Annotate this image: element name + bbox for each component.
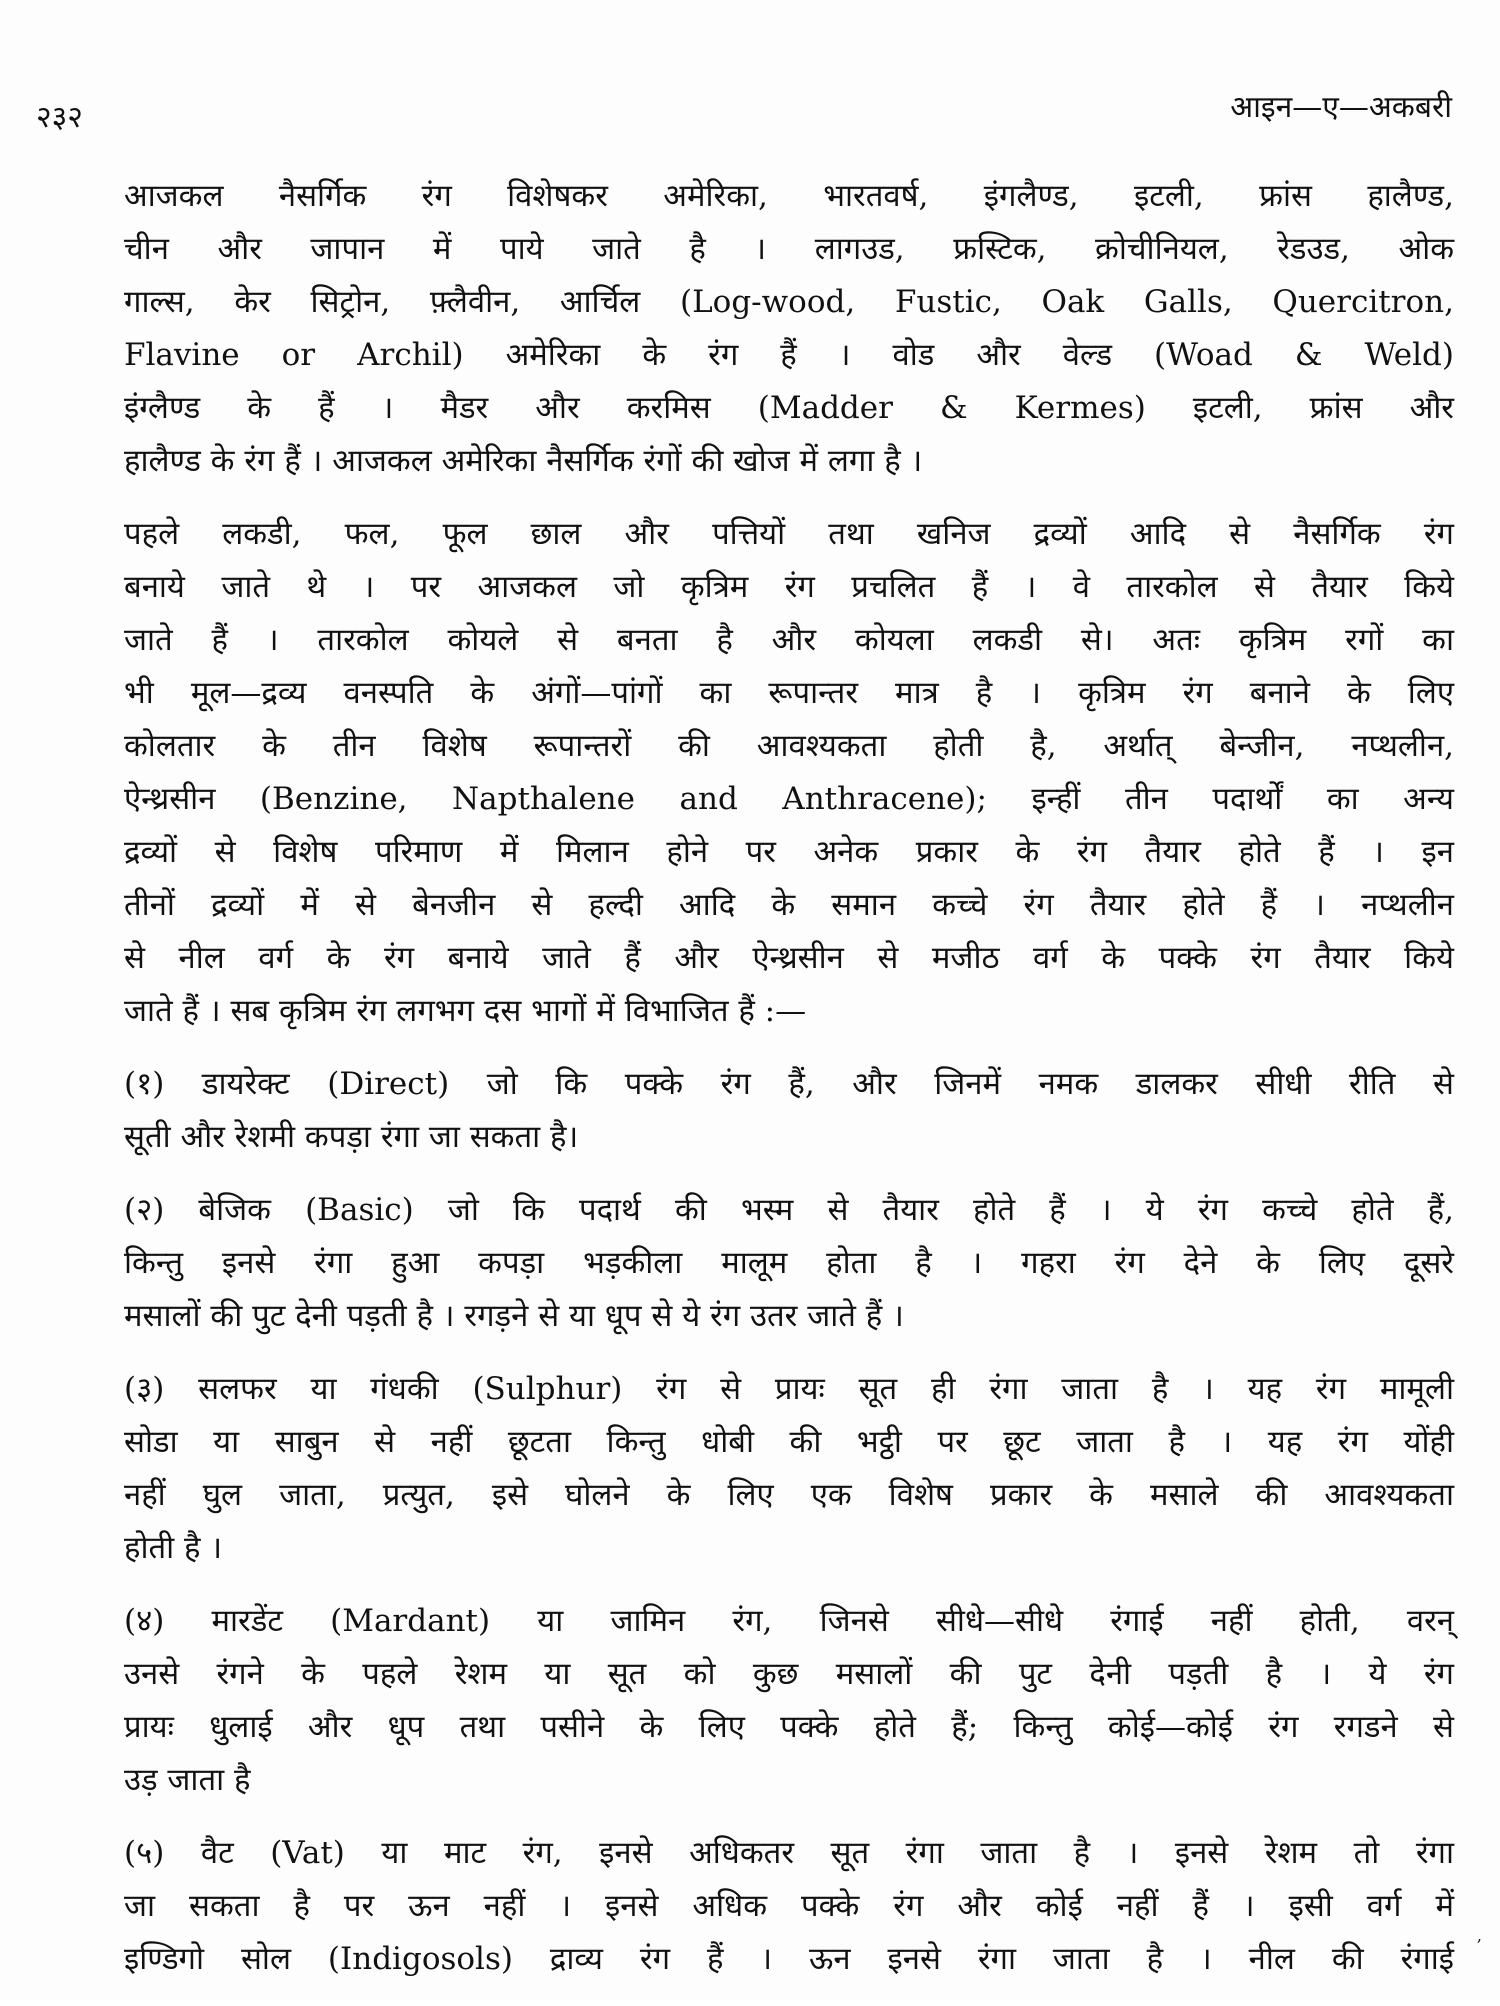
body-text — [124, 170, 1454, 2006]
text-line: उड़ जाता है — [124, 1762, 251, 1798]
text-line: से नील वर्ग के रंग बनाये जाते हैं और ऐन्थ्रसीन से मजीठ वर्ग के पक्के रंग तैयार किये — [124, 940, 1454, 976]
text-line: सोडा या साबुन से नहीं छूटता किन्तु धोबी की भट्ठी पर छूट जाता है । यह रंग योंही — [124, 1424, 1454, 1460]
text-line: बनाये जाते थे । पर आजकल जो कृत्रिम रंग प्रचलित हैं । वे तारकोल से तैयार किये — [124, 569, 1454, 605]
text-line: द्रव्यों से विशेष परिमाण में मिलान होने पर अनेक प्रकार के रंग तैयार होते हैं । इन — [124, 834, 1454, 870]
text-line: उनसे रंगने के पहले रेशम या सूत को कुछ मसालों की पुट देनी पड़ती है । ये रंग — [124, 1656, 1454, 1692]
text-line: (५) वैट (Vat) या माट रंग, इनसे अधिकतर सूत रंगा जाता है । इनसे रेशम तो रंगा — [124, 1835, 1454, 1871]
page-number: २३२ — [36, 100, 83, 135]
text-line: भी मूल—द्रव्य वनस्पति के अंगों—पांगों का रूपान्तर मात्र है । कृत्रिम रंग बनाने के लिए — [124, 675, 1454, 711]
text-line: प्रायः धुलाई और धूप तथा पसीने के लिए पक्के होते हैं; किन्तु कोई—कोई रंग रगडने से — [124, 1709, 1454, 1745]
paragraph-direct-dyes — [124, 1058, 1454, 1164]
paragraph-artificial-dyes — [124, 508, 1454, 1038]
text-line: तीनों द्रव्यों में से बेनजीन से हल्दी आदि के समान कच्चे रंग तैयार होते हैं । नप्थलीन — [124, 887, 1454, 923]
text-line: (३) सलफर या गंधकी (Sulphur) रंग से प्रायः सूत ही रंगा जाता है । यह रंग मामूली — [124, 1371, 1454, 1407]
paragraph-vat-dyes — [124, 1827, 1454, 1986]
text-line: (४) मारडेंट (Mardant) या जामिन रंग, जिनसे सीधे—सीधे रंगाई नहीं होती, वरन् — [124, 1603, 1454, 1639]
text-line: गाल्स, केर सिट्रोन, फ़्लैवीन, आर्चिल (Log-wood, Fustic, Oak Galls, Quercitron, — [124, 284, 1454, 320]
text-line: इण्डिगो सोल (Indigosols) द्राव्य रंग हैं । ऊन इनसे रंगा जाता है । नील की रंगाई — [124, 1941, 1454, 1977]
text-line: पहले लकडी, फल, फूल छाल और पत्तियों तथा खनिज द्रव्यों आदि से नैसर्गिक रंग — [124, 516, 1454, 552]
text-line: हालैण्ड के रंग हैं । आजकल अमेरिका नैसर्गिक रंगों की खोज में लगा है । — [124, 443, 923, 479]
text-line: होती है । — [124, 1530, 223, 1566]
scan-mark: , — [1476, 1926, 1482, 1945]
text-line: जाते हैं । तारकोल कोयले से बनता है और कोयला लकडी से। अतः कृत्रिम रगों का — [124, 622, 1454, 658]
paragraph-sulphur-dyes — [124, 1363, 1454, 1575]
text-line: किन्तु इनसे रंगा हुआ कपड़ा भड़कीला मालूम होता है । गहरा रंग देने के लिए दूसरे — [124, 1245, 1454, 1281]
paragraph-basic-dyes — [124, 1184, 1454, 1343]
text-line: आजकल नैसर्गिक रंग विशेषकर अमेरिका, भारतवर्ष, इंगलैण्ड, इटली, फ्रांस हालैण्ड, — [124, 178, 1454, 214]
text-line: जाते हैं । सब कृत्रिम रंग लगभग दस भागों में विभाजित हैं :— — [124, 993, 807, 1029]
paragraph-natural-dyes-origins — [124, 170, 1454, 488]
paragraph-mordant-dyes — [124, 1595, 1454, 1807]
text-line: ऐन्थ्रसीन (Benzine, Napthalene and Anthracene); इन्हीं तीन पदार्थों का अन्य — [124, 781, 1454, 817]
text-line: (२) बेजिक (Basic) जो कि पदार्थ की भस्म से तैयार होते हैं । ये रंग कच्चे होते हैं, — [124, 1192, 1454, 1228]
text-line: जा सकता है पर ऊन नहीं । इनसे अधिक पक्के रंग और कोई नहीं हैं । इसी वर्ग में — [124, 1888, 1454, 1924]
text-line: नहीं घुल जाता, प्रत्युत, इसे घोलने के लिए एक विशेष प्रकार के मसाले की आवश्यकता — [124, 1477, 1454, 1513]
text-line: मसालों की पुट देनी पड़ती है । रगड़ने से या धूप से ये रंग उतर जाते हैं । — [124, 1298, 904, 1334]
text-line: Flavine or Archil) अमेरिका के रंग हैं । वोड और वेल्ड (Woad & Weld) — [124, 337, 1454, 373]
text-line: इंग्लैण्ड के हैं । मैडर और करमिस (Madder & Kermes) इटली, फ्रांस और — [124, 390, 1454, 426]
text-line: चीन और जापान में पाये जाते है । लागउड, फ्रस्टिक, क्रोचीनियल, रेडउड, ओक — [124, 231, 1454, 267]
text-line: (१) डायरेक्ट (Direct) जो कि पक्के रंग हैं, और जिनमें नमक डालकर सीधी रीति से — [124, 1066, 1454, 1102]
text-line: सूती और रेशमी कपड़ा रंगा जा सकता है। — [124, 1119, 579, 1155]
text-line: कोलतार के तीन विशेष रूपान्तरों की आवश्यकता होती है, अर्थात् बेन्जीन, नप्थलीन, — [124, 728, 1454, 764]
running-header: आइन—ए—अकबरी — [1230, 90, 1452, 125]
